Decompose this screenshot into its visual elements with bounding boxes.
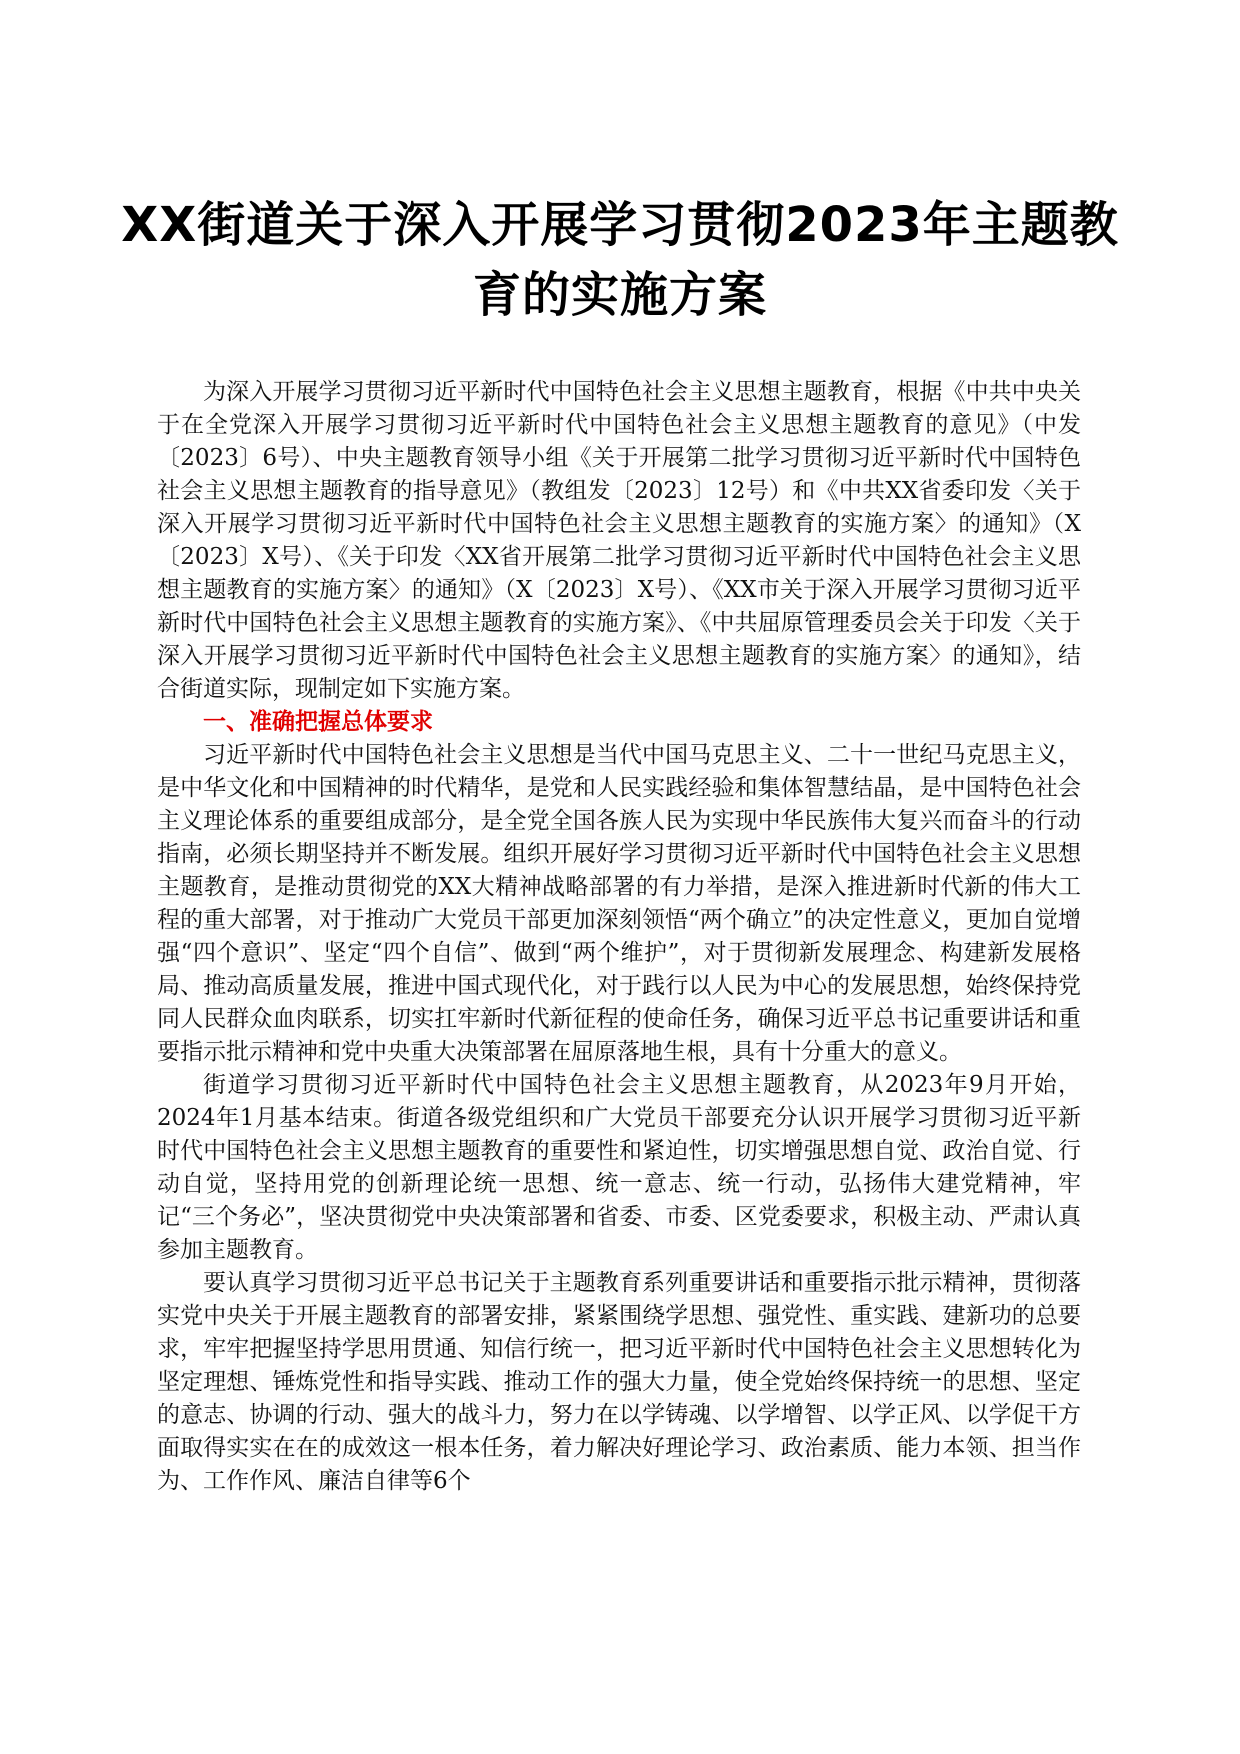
document-body	[157, 376, 1081, 1498]
section-1-paragraph-1: 习近平新时代中国特色社会主义思想是当代中国马克思主义、二十一世纪马克思主义，是中华文化和中国精神的时代精华，是党和人民实践经验和集体智慧结晶，是中国特色社会主义理论体系的重要组成部分，是全党全国各族人民为实现中华民族伟大复兴而奋斗的行动指南，必须长期坚持并不断发展。组织开展好学习贯彻习近平新时代中国特色社会主义思想主题教育，是推动贯彻党的XX大精神战略部署的有力举措，是深入推进新时代新的伟大工程的重大部署，对于推动广大党员干部更加深刻领悟“两个确立”的决定性意义，更加自觉增强“四个意识”、坚定“四个自信”、做到“两个维护”，对于贯彻新发展理念、构建新发展格局、推动高质量发展，推进中国式现代化，对于践行以人民为中心的发展思想，始终保持党同人民群众血肉联系，切实扛牢新时代新征程的使命任务，确保习近平总书记重要讲话和重要指示批示精神和党中央重大决策部署在屈原落地生根，具有十分重大的意义。	[157, 742, 1081, 1065]
section-heading-1: 一、准确把握总体要求	[203, 709, 433, 735]
intro-paragraph: 为深入开展学习贯彻习近平新时代中国特色社会主义思想主题教育，根据《中共中央关于在全党深入开展学习贯彻习近平新时代中国特色社会主义思想主题教育的意见》（中发〔2023〕6号）、中央主题教育领导小组《关于开展第二批学习贯彻习近平新时代中国特色社会主义思想主题教育的指导意见》（教组发〔2023〕12号）和《中共XX省委印发〈关于深入开展学习贯彻习近平新时代中国特色社会主义思想主题教育的实施方案〉的通知》（X〔2023〕X号）、《关于印发〈XX省开展第二批学习贯彻习近平新时代中国特色社会主义思想主题教育的实施方案〉的通知》（X〔2023〕X号）、《XX市关于深入开展学习贯彻习近平新时代中国特色社会主义思想主题教育的实施方案》、《中共屈原管理委员会关于印发〈关于深入开展学习贯彻习近平新时代中国特色社会主义思想主题教育的实施方案〉的通知》，结合街道实际，现制定如下实施方案。	[157, 379, 1081, 702]
document-title: XX街道关于深入开展学习贯彻2023年主题教育的实施方案	[121, 197, 1119, 323]
section-1-paragraph-2: 街道学习贯彻习近平新时代中国特色社会主义思想主题教育，从2023年9月开始，2024年1月基本结束。街道各级党组织和广大党员干部要充分认识开展学习贯彻习近平新时代中国特色社会主义思想主题教育的重要性和紧迫性，切实增强思想自觉、政治自觉、行动自觉，坚持用党的创新理论统一思想、统一意志、统一行动，弘扬伟大建党精神，牢记“三个务必”，坚决贯彻党中央决策部署和省委、市委、区党委要求，积极主动、严肃认真参加主题教育。	[157, 1072, 1081, 1263]
section-1-paragraph-3: 要认真学习贯彻习近平总书记关于主题教育系列重要讲话和重要指示批示精神，贯彻落实党中央关于开展主题教育的部署安排，紧紧围绕学思想、强党性、重实践、建新功的总要求，牢牢把握坚持学思用贯通、知信行统一，把习近平新时代中国特色社会主义思想转化为坚定理想、锤炼党性和指导实践、推动工作的强大力量，使全党始终保持统一的思想、坚定的意志、协调的行动、强大的战斗力，努力在以学铸魂、以学增智、以学正风、以学促干方面取得实实在在的成效这一根本任务，着力解决好理论学习、政治素质、能力本领、担当作为、工作作风、廉洁自律等6个	[157, 1270, 1081, 1494]
